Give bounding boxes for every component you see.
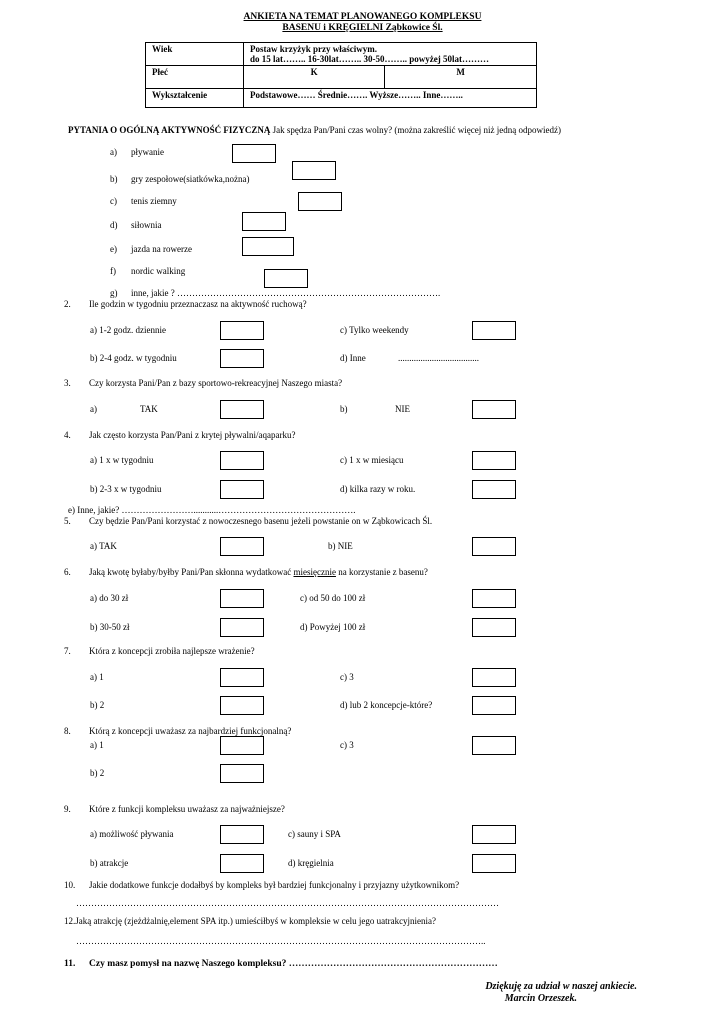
q3-option-tak: TAK — [140, 404, 158, 414]
q4-checkbox-d[interactable] — [472, 480, 516, 499]
q10-number: 10. — [64, 880, 76, 890]
q6-checkbox-b[interactable] — [220, 618, 264, 637]
q8-question: Którą z koncepcji uważasz za najbardziej funkcjonalną? — [89, 726, 292, 736]
demographics-table — [145, 42, 537, 108]
q8-option-a: a) 1 — [90, 740, 104, 750]
q8-number: 8. — [64, 726, 71, 736]
q8-checkbox-a[interactable] — [220, 736, 264, 755]
q5-question: Czy będzie Pan/Pani korzystać z nowoczesnego basenu jeżeli powstanie on w Ząbkowicach Śl. — [89, 516, 433, 526]
q3-option-nie: NIE — [395, 404, 410, 414]
q1-option-f: nordic walking — [131, 266, 186, 276]
q1-letter-g: g) — [110, 288, 118, 298]
q4-question: Jak często korzysta Pan/Pani z krytej pływalni/aqaparku? — [89, 430, 296, 440]
q1-checkbox-f[interactable] — [264, 269, 308, 288]
q1-option-e: jazda na rowerze — [131, 244, 192, 254]
q3-checkbox-tak[interactable] — [220, 400, 264, 419]
q1-checkbox-c[interactable] — [298, 192, 342, 211]
q2-option-c: c) Tylko weekendy — [340, 325, 409, 335]
q2-option-b: b) 2-4 godz. w tygodniu — [90, 353, 177, 363]
q2-checkbox-b[interactable] — [220, 349, 264, 368]
q7-checkbox-c[interactable] — [472, 668, 516, 687]
q1-heading: PYTANIA O OGÓLNĄ AKTYWNOŚĆ FIZYCZNĄ Jak spędza Pan/Pani czas wolny? (można zakreślić więcej niż jedną odpowiedź) — [68, 125, 561, 135]
q1-option-b: gry zespołowe(siatkówka,nożna) — [131, 174, 250, 184]
gender-label: Płeć — [146, 66, 244, 89]
q2-option-d: d) Inne — [340, 353, 366, 363]
q8-option-b: b) 2 — [90, 768, 105, 778]
q3-letter-b: b) — [340, 404, 348, 414]
q9-number: 9. — [64, 804, 71, 814]
q1-checkbox-d[interactable] — [242, 212, 286, 231]
q6-checkbox-a[interactable] — [220, 589, 264, 608]
q9-checkbox-a[interactable] — [220, 825, 264, 844]
q1-checkbox-b[interactable] — [292, 161, 336, 180]
q6-checkbox-d[interactable] — [472, 618, 516, 637]
q1-letter-b: b) — [110, 174, 118, 184]
q5-checkbox-a[interactable] — [220, 537, 264, 556]
q1-letter-c: c) — [110, 196, 117, 206]
q6-number: 6. — [64, 567, 71, 577]
q7-option-d: d) lub 2 koncepcje-które? — [340, 700, 433, 710]
q9-checkbox-d[interactable] — [472, 854, 516, 873]
q4-checkbox-c[interactable] — [472, 451, 516, 470]
q4-option-d: d) kilka razy w roku. — [340, 484, 416, 494]
q7-checkbox-b[interactable] — [220, 696, 264, 715]
q7-number: 7. — [64, 646, 71, 656]
q1-letter-f: f) — [110, 266, 116, 276]
q2-question: Ile godzin w tygodniu przeznaczasz na aktywność ruchową? — [89, 299, 307, 309]
title-line-1: ANKIETA NA TEMAT PLANOWANEGO KOMPLEKSU — [243, 12, 482, 22]
age-instruction: Postaw krzyżyk przy właściwym. — [250, 44, 377, 54]
q1-checkbox-a[interactable] — [232, 144, 276, 163]
q1-checkbox-e[interactable] — [242, 237, 294, 256]
education-label: Wykształcenie — [146, 89, 244, 108]
q4-option-c: c) 1 x w miesiącu — [340, 455, 404, 465]
q9-checkbox-c[interactable] — [472, 825, 516, 844]
q6-option-c: c) od 50 do 100 zł — [300, 593, 366, 603]
q5-option-b: b) NIE — [328, 541, 353, 551]
q3-letter-a: a) — [90, 404, 97, 414]
q5-number: 5. — [64, 516, 71, 526]
q8-option-c: c) 3 — [340, 740, 354, 750]
q9-option-d: d) kręgielnia — [288, 858, 334, 868]
q7-option-a: a) 1 — [90, 672, 104, 682]
q7-option-c: c) 3 — [340, 672, 354, 682]
q12-answer-line[interactable]: ……………………………………………………………………………………………………………………….. — [76, 936, 486, 946]
q12-question: 12.Jaką atrakcję (zjeżdżalnię,element SPA itp.) umieściłbyś w kompleksie w celu jego uatrakcyjnienia? — [64, 916, 437, 926]
q1-option-g-other[interactable]: inne, jakie ? ……………………………………………………………………………. — [131, 288, 441, 298]
age-label: Wiek — [146, 43, 244, 66]
q1-letter-a: a) — [110, 147, 117, 157]
author-signature: Marcin Orzeszek. — [504, 993, 577, 1004]
q9-option-c: c) sauny i SPA — [288, 829, 341, 839]
title-line-2: BASENU i KRĘGIELNI Ząbkowice Śl. — [282, 23, 443, 33]
thanks-note: Dziękuję za udział w naszej ankiecie. — [485, 981, 637, 992]
q4-option-a: a) 1 x w tygodniu — [90, 455, 154, 465]
q6-option-d: d) Powyżej 100 zł — [300, 622, 366, 632]
q7-option-b: b) 2 — [90, 700, 105, 710]
q4-checkbox-a[interactable] — [220, 451, 264, 470]
q6-checkbox-c[interactable] — [472, 589, 516, 608]
q4-checkbox-b[interactable] — [220, 480, 264, 499]
q4-number: 4. — [64, 430, 71, 440]
q7-question: Która z koncepcji zrobiła najlepsze wrażenie? — [89, 646, 255, 656]
q3-question: Czy korzysta Pani/Pan z bazy sportowo-rekreacyjnej Naszego miasta? — [89, 378, 343, 388]
q9-checkbox-b[interactable] — [220, 854, 264, 873]
q7-checkbox-a[interactable] — [220, 668, 264, 687]
q3-number: 3. — [64, 378, 71, 388]
q6-option-b: b) 30-50 zł — [90, 622, 130, 632]
q1-option-d: siłownia — [131, 220, 162, 230]
gender-m[interactable]: M — [385, 66, 537, 89]
q6-option-a: a) do 30 zł — [90, 593, 129, 603]
q6-question: Jaką kwotę byłaby/byłby Pani/Pan skłonna wydatkować miesięcznie na korzystanie z basenu? — [89, 567, 428, 577]
q10-question: Jakie dodatkowe funkcje dodałbyś by kompleks był bardziej funkcjonalny i przyjazny użytkownikom? — [89, 880, 460, 890]
q10-answer-line[interactable]: …………………………………………………………………………………………………………………………… — [76, 898, 499, 908]
q5-checkbox-b[interactable] — [472, 537, 516, 556]
q4-option-b: b) 2-3 x w tygodniu — [90, 484, 162, 494]
q1-option-a: pływanie — [131, 147, 164, 157]
q9-option-a: a) możliwość pływania — [90, 829, 174, 839]
q1-letter-d: d) — [110, 220, 118, 230]
q4-option-e-other[interactable]: e) Inne, jakie? ……………………...........………………………………………. — [68, 505, 356, 515]
q9-question: Które z funkcji kompleksu uważasz za najważniejsze? — [89, 804, 285, 814]
q2-checkbox-c[interactable] — [472, 321, 516, 340]
q7-checkbox-d[interactable] — [472, 696, 516, 715]
q11-question[interactable]: Czy masz pomysł na nazwę Naszego kompleksu? ………………………………………………………… — [89, 959, 498, 969]
q11-number: 11. — [64, 959, 76, 969]
q2-number: 2. — [64, 299, 71, 309]
gender-k[interactable]: K — [244, 66, 385, 89]
q8-checkbox-c[interactable] — [472, 736, 516, 755]
q2-option-a: a) 1-2 godz. dziennie — [90, 325, 166, 335]
q5-option-a: a) TAK — [90, 541, 117, 551]
q9-option-b: b) atrakcje — [90, 858, 129, 868]
age-options[interactable]: do 15 lat…….. 16-30lat…….. 30-50…….. powyżej 50lat……… — [250, 54, 489, 64]
q2-option-d-blank[interactable]: .................................... — [398, 353, 479, 363]
q1-letter-e: e) — [110, 244, 117, 254]
q2-checkbox-a[interactable] — [220, 321, 264, 340]
q8-checkbox-b[interactable] — [220, 764, 264, 783]
education-options[interactable]: Podstawowe…… Średnie……. Wyższe…….. Inne…….. — [244, 89, 537, 108]
q1-option-c: tenis ziemny — [131, 196, 177, 206]
q3-checkbox-nie[interactable] — [472, 400, 516, 419]
